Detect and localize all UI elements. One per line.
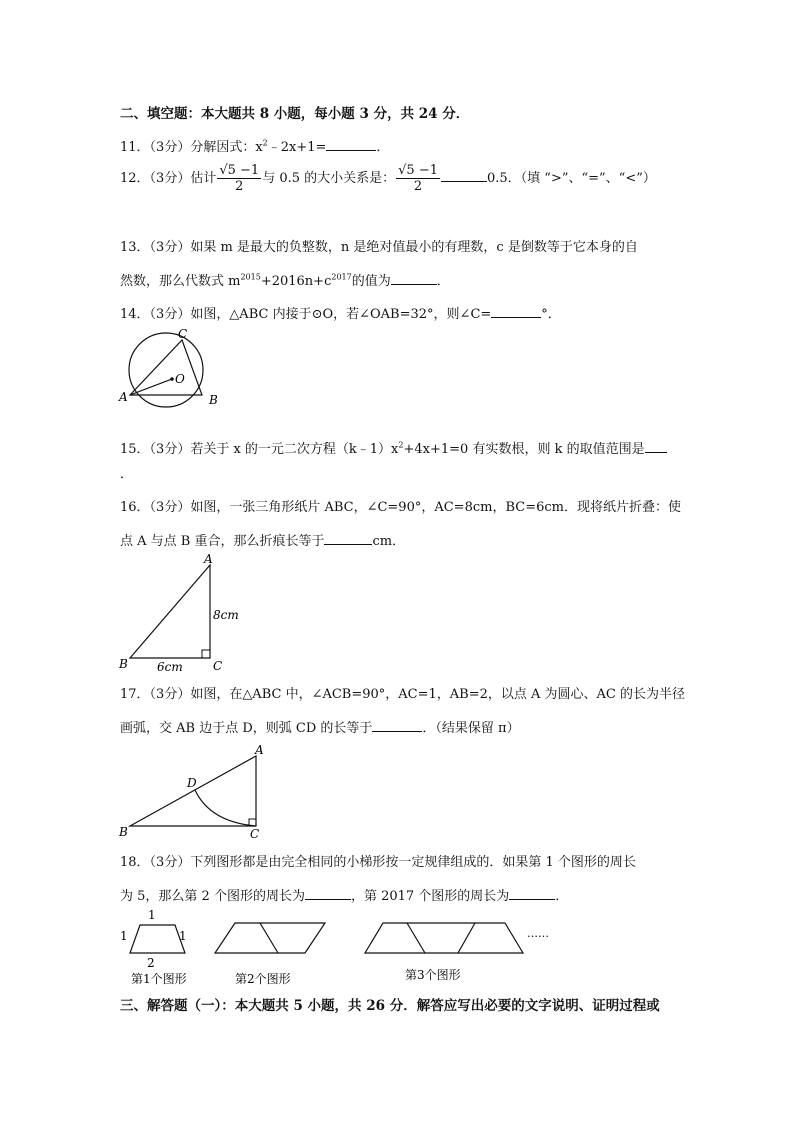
question-15-line1 xyxy=(120,438,667,459)
caption-figure-3: 第3个图形 xyxy=(405,968,461,982)
answer-blank[interactable] xyxy=(372,717,422,732)
circumcircle xyxy=(129,333,203,407)
question-17-line2 xyxy=(120,717,520,738)
q15-exponent: 2 xyxy=(398,440,404,450)
label-o: O xyxy=(175,372,185,386)
answer-blank[interactable] xyxy=(645,438,667,453)
fraction-numerator: √5 −1 xyxy=(398,163,438,178)
q16-text-b: cm． xyxy=(372,534,406,549)
label-a: A xyxy=(204,552,213,566)
q14-end: °． xyxy=(541,307,561,322)
question-13-line1: 13．（3分）如果 m 是最大的负整数，n 是绝对值最小的有理数，c 是倒数等于它本身的自 xyxy=(120,240,638,255)
question-12 xyxy=(120,162,656,196)
fraction-numerator: √5 −1 xyxy=(219,163,260,178)
q12-after-blank: 0.5．（填 “>”、“=”、“<”） xyxy=(487,171,656,186)
label-d: D xyxy=(187,776,197,790)
fraction-denominator: 2 xyxy=(413,179,423,194)
fraction xyxy=(217,163,261,194)
q11-text: 11．（3分）分解因式：x xyxy=(120,140,263,155)
q18-text-c: ． xyxy=(555,889,569,904)
answer-blank[interactable] xyxy=(305,885,351,900)
label-b: B xyxy=(119,825,128,839)
caption-figure-2: 第2个图形 xyxy=(235,972,291,986)
answer-blank[interactable] xyxy=(509,885,555,900)
q13-end: ． xyxy=(436,274,450,289)
label-b: B xyxy=(119,657,128,671)
label-ac-length: 8cm xyxy=(213,608,239,622)
triangle-abc xyxy=(130,340,202,395)
segment-ao xyxy=(130,379,172,395)
divider xyxy=(458,923,475,953)
ellipsis: …… xyxy=(527,927,549,940)
question-17-line1: 17．（3分）如图，在△ABC 中，∠ACB=90°，AC=1，AB=2，以点 A 为圆心、AC 的长为半径 xyxy=(120,687,686,702)
q15-rest: +4x+1=0 有实数根，则 k 的取值范围是 xyxy=(403,442,645,457)
q18-text-a: 为 5，那么第 2 个图形的周长为 xyxy=(120,889,305,904)
answer-blank[interactable] xyxy=(441,167,487,182)
trapezoid-figure-3 xyxy=(365,923,523,953)
label-b: B xyxy=(209,393,218,407)
question-16-line2 xyxy=(120,530,405,551)
label-c: C xyxy=(178,327,188,341)
q11-exponent: 2 xyxy=(262,138,268,148)
parallelogram-figure-2 xyxy=(215,923,325,953)
q15-text: 15．（3分）若关于 x 的一元二次方程（k﹣1）x xyxy=(120,442,399,457)
answer-blank[interactable] xyxy=(391,270,437,285)
question-15-line2: ． xyxy=(120,467,134,482)
right-angle-mark xyxy=(202,650,210,658)
fraction xyxy=(396,163,440,194)
question-18-line2 xyxy=(120,885,568,906)
arc-cd xyxy=(195,790,256,826)
question-18-line1: 18．（3分）下列图形都是由完全相同的小梯形按一定规律组成的．如果第 1 个图形的周长 xyxy=(120,855,636,870)
q14-text: 14．（3分）如图，△ABC 内接于⊙O，若∠OAB=32°，则∠C= xyxy=(120,307,492,322)
circle-triangle-figure xyxy=(115,325,225,410)
label-bottom: 2 xyxy=(147,956,155,970)
label-c: C xyxy=(213,659,223,673)
label-a: A xyxy=(119,390,128,404)
trapezoid-figure-1 xyxy=(130,925,185,953)
q17-text-b: ．（结果保留 π） xyxy=(422,721,520,736)
q13-text-b: +2016n+c xyxy=(260,274,332,289)
center-point xyxy=(170,377,174,381)
section-heading: 三、解答题（一）：本大题共 5 小题，共 26 分．解答应写出必要的文字说明、证明过程或 xyxy=(120,998,660,1014)
label-top: 1 xyxy=(148,908,156,922)
divider xyxy=(407,923,425,953)
q17-text-a: 画弧，交 AB 边于点 D，则弧 CD 的长等于 xyxy=(120,721,373,736)
q12-prefix: 12．（3分）估计 xyxy=(120,171,217,186)
answer-blank[interactable] xyxy=(324,530,372,545)
label-left: 1 xyxy=(120,929,128,943)
triangle-abc xyxy=(130,565,210,658)
q16-text-a: 点 A 与点 B 重合，那么折痕长等于 xyxy=(120,534,325,549)
answer-blank[interactable] xyxy=(326,136,376,151)
q11-end: ． xyxy=(376,140,390,155)
q13-text-c: 的值为 xyxy=(351,274,391,289)
question-16-line1: 16．（3分）如图，一张三角形纸片 ABC，∠C=90°，AC=8cm，BC=6cm．现将纸片折叠：使 xyxy=(120,500,681,515)
q13-exponent-1: 2015 xyxy=(240,272,261,282)
q13-exponent-2: 2017 xyxy=(331,272,352,282)
q13-text-a: 然数，那么代数式 m xyxy=(120,274,241,289)
q12-mid: 与 0.5 的大小关系是： xyxy=(262,171,396,186)
divider xyxy=(260,923,278,953)
label-c: C xyxy=(250,827,260,841)
trapezoid-pattern-figure xyxy=(115,905,575,990)
answer-blank[interactable] xyxy=(491,303,541,318)
fraction-denominator: 2 xyxy=(235,179,244,194)
section-heading: 二、填空题：本大题共 8 小题，每小题 3 分，共 24 分． xyxy=(120,106,470,122)
question-14 xyxy=(120,303,561,324)
q18-text-b: ，第 2017 个图形的周长为 xyxy=(350,889,510,904)
triangle-abc xyxy=(130,756,256,826)
right-triangle-figure xyxy=(115,553,245,678)
label-right: 1 xyxy=(179,929,187,943)
question-11 xyxy=(120,136,389,157)
q11-rest: ﹣2x+1= xyxy=(267,140,327,155)
label-a: A xyxy=(255,743,264,757)
caption-figure-1: 第1个图形 xyxy=(131,972,187,986)
arc-triangle-figure xyxy=(115,742,275,840)
label-bc-length: 6cm xyxy=(157,660,183,674)
question-13-line2 xyxy=(120,270,450,291)
